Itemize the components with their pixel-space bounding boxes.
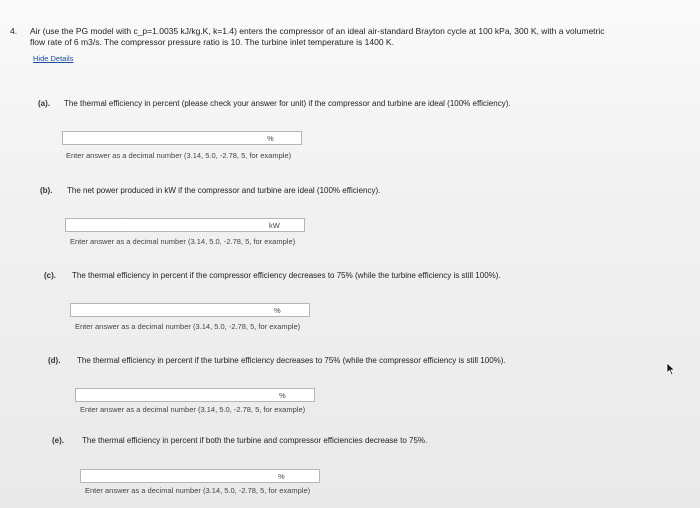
unit-label: % [274, 306, 281, 315]
answer-input[interactable] [62, 131, 302, 145]
part-question: The thermal efficiency in percent if the turbine efficiency decreases to 75% (while the compressor efficiency is still 100%). [77, 356, 506, 365]
part-label: (a). [38, 99, 50, 108]
part-question: The thermal efficiency in percent (please check your answer for unit) if the compressor and turbine are ideal (100% efficiency). [64, 99, 511, 108]
hide-details-link[interactable]: Hide Details [33, 54, 74, 63]
answer-hint: Enter answer as a decimal number (3.14, 5.0, -2.78, 5, for example) [66, 151, 292, 160]
question-line-1: Air (use the PG model with c_p=1.0035 kJ/kg.K, k=1.4) enters the compressor of an ideal air-standard Brayton cycle at 100 kPa, 300 K, with a volumetric [30, 26, 605, 36]
question-text [30, 26, 695, 48]
unit-label: % [267, 134, 274, 143]
unit-label: % [278, 472, 285, 481]
answer-hint: Enter answer as a decimal number (3.14, 5.0, -2.78, 5, for example) [85, 486, 311, 495]
part-d [48, 356, 678, 426]
part-label: (d). [48, 356, 61, 365]
unit-label: kW [269, 221, 280, 230]
answer-hint: Enter answer as a decimal number (3.14, 5.0, -2.78, 5, for example) [70, 237, 296, 246]
answer-hint: Enter answer as a decimal number (3.14, 5.0, -2.78, 5, for example) [80, 405, 306, 414]
unit-label: % [279, 391, 286, 400]
part-question: The net power produced in kW if the compressor and turbine are ideal (100% efficiency). [67, 186, 381, 195]
part-label: (e). [52, 436, 64, 445]
part-label: (b). [40, 186, 53, 195]
mouse-pointer-icon [666, 362, 676, 376]
part-b [40, 186, 690, 256]
part-question: The thermal efficiency in percent if the compressor efficiency decreases to 75% (while the turbine efficiency is still 100%). [72, 271, 501, 280]
answer-hint: Enter answer as a decimal number (3.14, 5.0, -2.78, 5, for example) [75, 322, 301, 331]
part-label: (c). [44, 271, 56, 280]
part-question: The thermal efficiency in percent if both the turbine and compressor efficiencies decrease to 75%. [82, 436, 428, 445]
part-a [38, 99, 688, 169]
part-e [52, 436, 682, 506]
part-c [44, 271, 694, 341]
question-line-2: flow rate of 6 m3/s. The compressor pressure ratio is 10. The turbine inlet temperature is 1400 K. [30, 37, 394, 47]
question-number: 4. [10, 26, 18, 36]
